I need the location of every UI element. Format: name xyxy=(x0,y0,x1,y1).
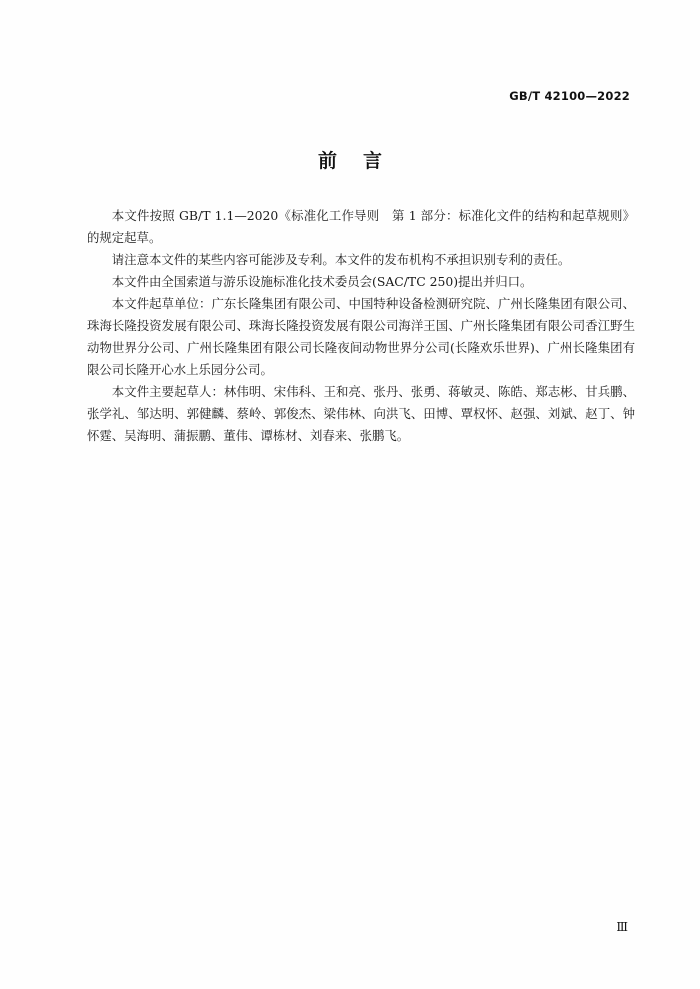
paragraph-main-drafters: 本文件主要起草人：林伟明、宋伟科、王和亮、张丹、张勇、蒋敏灵、陈皓、郑志彬、甘兵鹏、张学礼、邹达明、郭健麟、蔡岭、郭俊杰、梁伟林、向洪飞、田博、覃权怀、赵强、刘斌、赵丁、钟怀霆、吴海明、蒲振鹏、董伟、谭栋材、刘春来、张鹏飞。 xyxy=(87,384,635,443)
paragraph-drafting-basis: 本文件按照 GB/T 1.1—2020《标准化工作导则 第 1 部分：标准化文件的结构和起草规则》的规定起草。 xyxy=(87,208,635,245)
standard-number: GB/T 42100—2022 xyxy=(509,89,630,103)
page-title: 前言 xyxy=(317,150,408,172)
page-number: Ⅲ xyxy=(616,920,628,934)
paragraph-drafting-organizations: 本文件起草单位：广东长隆集团有限公司、中国特种设备检测研究院、广州长隆集团有限公司、珠海长隆投资发展有限公司、珠海长隆投资发展有限公司海洋王国、广州长隆集团有限公司香江野生动物世界分公司、广州长隆集团有限公司长隆夜间动物世界分公司(长隆欢乐世界)、广州长隆集团有限公司长隆开心水上乐园分公司。 xyxy=(87,296,635,377)
paragraph-proposer: 本文件由全国索道与游乐设施标准化技术委员会(SAC/TC 250)提出并归口。 xyxy=(111,274,533,289)
foreword-body xyxy=(87,205,635,447)
paragraph-patent-notice: 请注意本文件的某些内容可能涉及专利。本文件的发布机构不承担识别专利的责任。 xyxy=(111,252,571,267)
